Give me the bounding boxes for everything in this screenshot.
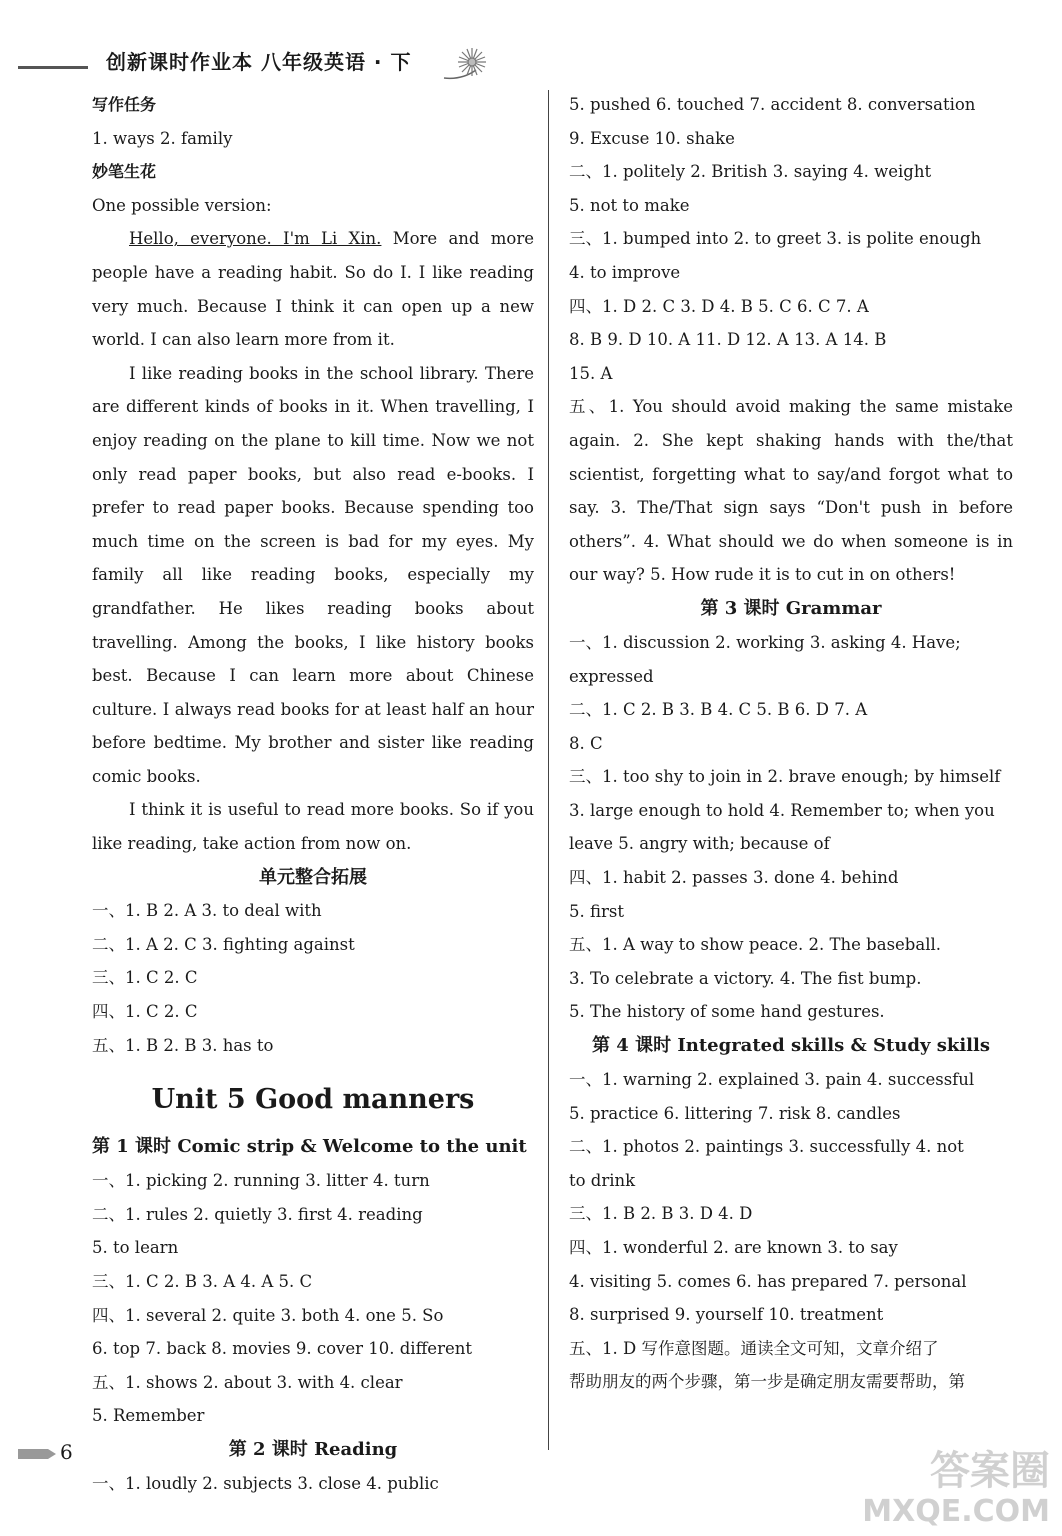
answer-line: 一、1. warning 2. explained 3. pain 4. successful <box>569 1070 975 1090</box>
answer-line: 8. C <box>569 733 603 753</box>
answer-line: 5. pushed 6. touched 7. accident 8. conversation <box>569 95 976 114</box>
lesson-2-title: 第 2 课时 Reading <box>228 1438 398 1460</box>
answer-line: 五、1. shows 2. about 3. with 4. clear <box>92 1372 403 1392</box>
answer-line: 二、1. A 2. C 3. fighting against <box>92 934 355 954</box>
answer-line: 五、1. B 2. B 3. has to <box>92 1035 274 1055</box>
answer-line: 四、1. several 2. quite 3. both 4. one 5. So <box>92 1305 444 1325</box>
answer-line: 4. visiting 5. comes 6. has prepared 7. personal <box>569 1271 967 1291</box>
flower-icon <box>442 40 498 84</box>
column-divider <box>548 90 549 1450</box>
lesson-4-title: 第 4 课时 Integrated skills & Study skills <box>592 1035 990 1057</box>
answer-line: 四、1. D 2. C 3. D 4. B 5. C 6. C 7. A <box>569 296 869 316</box>
answer-line: 15. A <box>569 363 613 383</box>
unit-title: Unit 5 Good manners <box>151 1084 475 1116</box>
answer-line: 5. practice 6. littering 7. risk 8. candles <box>569 1103 901 1123</box>
answer-line: 8. surprised 9. yourself 10. treatment <box>569 1305 884 1325</box>
miaobi-heading: 妙笔生花 <box>92 162 157 182</box>
answer-line: 4. to improve <box>569 262 681 282</box>
answer-line: 一、1. loudly 2. subjects 3. close 4. public <box>92 1473 439 1493</box>
answer-line: 6. top 7. back 8. movies 9. cover 10. different <box>92 1339 472 1359</box>
essay-first-rest: More and more people have a reading habit. So do I. I like reading very much. Because I think it can open up a new world. I can also learn more from it. <box>92 229 534 350</box>
answer-line: 一、1. B 2. A 3. to deal with <box>92 901 322 921</box>
answer-line: 二、1. rules 2. quietly 3. first 4. reading <box>92 1204 423 1224</box>
answer-line: 二、1. photos 2. paintings 3. successfully 4. not <box>569 1137 964 1157</box>
answer-line: 帮助朋友的两个步骤，第一步是确定朋友需要帮助，第 <box>569 1372 965 1392</box>
writing-task-answers: 1. ways 2. family <box>92 128 233 148</box>
essay-paragraph-3: I think it is useful to read more books. So if you like reading, take action from now on. <box>92 800 534 854</box>
essay-underlined-greeting: Hello, everyone. I'm Li Xin. <box>129 229 382 249</box>
answer-line: 5. Remember <box>92 1406 205 1426</box>
watermark-line-2: MXQE.COM <box>862 1494 1050 1529</box>
translation-answers: 五、1. You should avoid making the same mistake again. 2. She kept shaking hands with the/that scientist, forgetting what to say/and forgot what to say. 3. The/That sign says “Don't push in before others”. 4. What should we do when someone is in our way? 5. How rude it is to cut in on others! <box>569 397 1013 585</box>
watermark-line-1: 答案圈 <box>930 1448 1050 1494</box>
writing-task-heading: 写作任务 <box>92 95 157 114</box>
answer-line: 四、1. C 2. C <box>92 1002 198 1022</box>
answer-line: 四、1. habit 2. passes 3. done 4. behind <box>569 868 899 888</box>
lesson-3-title: 第 3 课时 Grammar <box>700 597 882 619</box>
answer-line: 五、1. D 写作意图题。通读全文可知，文章介绍了 <box>569 1338 939 1358</box>
answer-line: 二、1. politely 2. British 3. saying 4. weight <box>569 162 932 182</box>
essay-paragraph-2: I like reading books in the school library. There are different kinds of books in it. When travelling, I enjoy reading on the plane to kill time. Now we not only read paper books, but also read e-books. I prefer to read paper books. Because spending too much time on the screen is bad for my eyes. My family all like reading books, especially my grandfather. He likes reading books about travelling. Among the books, I like history books best. Because I can learn more about Chinese culture. I always read books for at least half an hour before bedtime. My brother and sister like reading comic books. <box>92 363 534 786</box>
right-column <box>569 88 1013 1399</box>
answer-line: 三、1. C 2. C <box>92 968 198 988</box>
watermark <box>830 1448 1050 1534</box>
answer-line: to drink <box>569 1170 636 1190</box>
answer-line: 5. to learn <box>92 1238 179 1258</box>
book-title: 创新课时作业本 八年级英语 · 下 <box>106 50 412 74</box>
answer-line: 五、1. A way to show peace. 2. The baseball. <box>569 935 941 955</box>
left-column <box>92 88 534 1501</box>
answer-line: 8. B 9. D 10. A 11. D 12. A 13. A 14. B <box>569 330 887 350</box>
answer-line: 5. not to make <box>569 195 690 215</box>
answer-line: 四、1. wonderful 2. are known 3. to say <box>569 1238 898 1257</box>
answer-line: 5. The history of some hand gestures. <box>569 1002 885 1022</box>
answer-line: 三、1. bumped into 2. to greet 3. is polite enough <box>569 229 982 249</box>
answer-line: 一、1. discussion 2. working 3. asking 4. Have; <box>569 632 961 652</box>
answer-line: 一、1. picking 2. running 3. litter 4. turn <box>92 1171 430 1191</box>
page-number: 6 <box>60 1440 73 1464</box>
lesson-1-title: 第 1 课时 Comic strip & Welcome to the unit <box>92 1136 527 1158</box>
page-header <box>18 40 538 88</box>
answer-line: 9. Excuse 10. shake <box>569 128 735 148</box>
answer-line: 3. large enough to hold 4. Remember to; when you <box>569 800 995 820</box>
header-rule <box>18 66 88 69</box>
answer-line: 三、1. B 2. B 3. D 4. D <box>569 1204 753 1224</box>
answer-line: 三、1. C 2. B 3. A 4. A 5. C <box>92 1272 313 1291</box>
answer-line: expressed <box>569 666 654 686</box>
answer-line: 三、1. too shy to join in 2. brave enough; by himself <box>569 767 1001 787</box>
answer-line: leave 5. angry with; because of <box>569 834 830 854</box>
version-label: One possible version: <box>92 195 272 215</box>
unit-ext-heading: 单元整合拓展 <box>259 866 367 888</box>
answer-line: 二、1. C 2. B 3. B 4. C 5. B 6. D 7. A <box>569 700 868 720</box>
essay-paragraph-1 <box>92 222 534 356</box>
answer-line: 3. To celebrate a victory. 4. The fist bump. <box>569 968 922 988</box>
answer-line: 5. first <box>569 901 624 921</box>
page-arrow-icon <box>18 1447 58 1461</box>
